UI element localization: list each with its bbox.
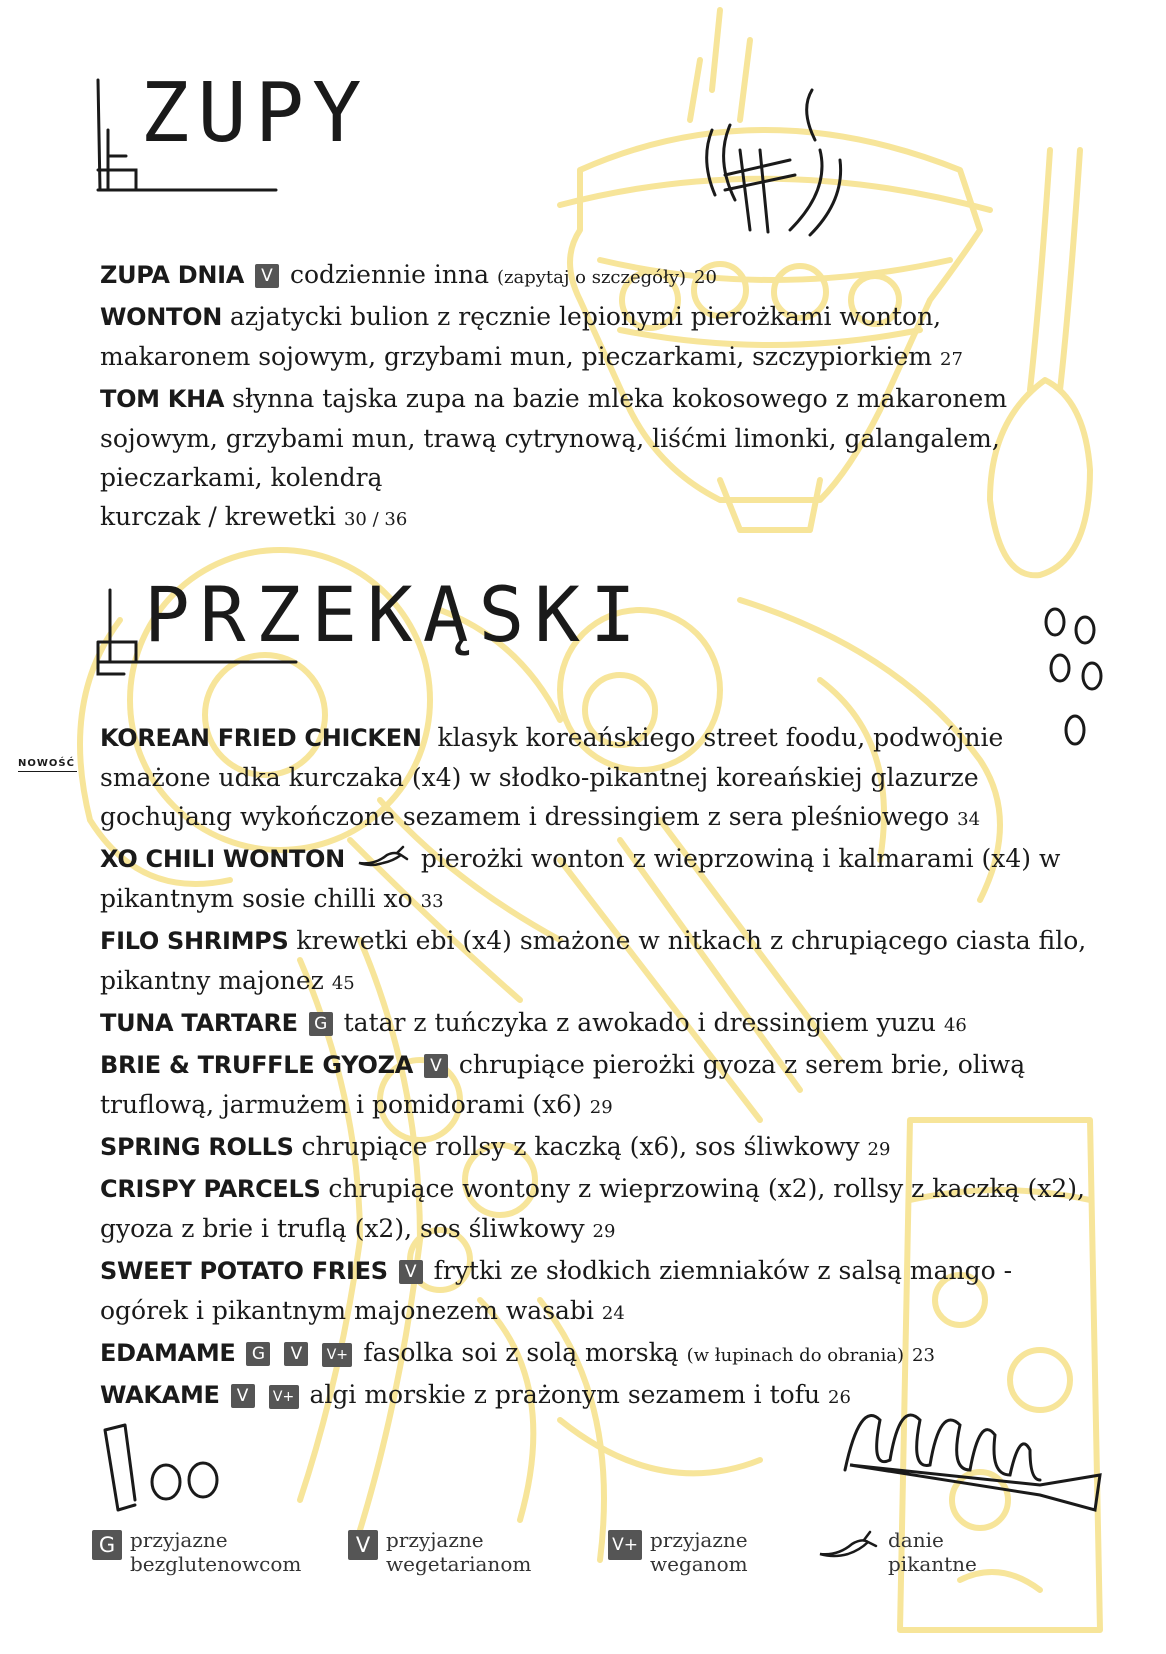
legend-vegan — [608, 1528, 760, 1576]
vegan-icon: V+ — [322, 1343, 352, 1367]
soup-desc: codziennie inna — [289, 260, 489, 289]
vegetarian-icon: V — [348, 1530, 378, 1560]
starter-price: 29 — [589, 1097, 613, 1118]
vegan-icon: V+ — [269, 1385, 299, 1409]
starter-name: SPRING ROLLS — [100, 1133, 294, 1161]
starter-price: 33 — [420, 891, 444, 912]
starter-price: 29 — [867, 1139, 891, 1160]
starter-price: 45 — [331, 973, 355, 994]
vegetarian-icon: V — [231, 1384, 255, 1408]
legend-label: przyjazne wegetarianom — [386, 1528, 532, 1576]
starter-desc: krewetki ebi (x4) smażone w nitkach z chrupiącego ciasta filo, pikantny majonez — [100, 926, 1087, 995]
starter-price: 24 — [601, 1303, 625, 1324]
starter-note: (w łupinach do obrania) — [686, 1345, 905, 1366]
starter-price: 29 — [592, 1221, 616, 1242]
starter-desc: chrupiące rollsy z kaczką (x6), sos śliwkowy — [301, 1132, 860, 1161]
vegan-icon: V+ — [608, 1530, 642, 1560]
legend-gluten-free — [92, 1528, 320, 1576]
starter-name: SWEET POTATO FRIES — [100, 1257, 388, 1285]
vegetarian-icon: V — [255, 264, 279, 288]
starter-name: BRIE & TRUFFLE GYOZA — [100, 1051, 413, 1079]
soup-name: TOM KHA — [100, 385, 225, 413]
legend-spicy — [818, 1528, 978, 1576]
starter-name: KOREAN FRIED CHICKEN — [100, 724, 422, 752]
starter-price: 34 — [957, 809, 981, 830]
soup-price: 20 — [694, 267, 717, 288]
starter-name: XO CHILI WONTON — [100, 845, 345, 873]
legend-label: przyjazne bezglutenowcom — [130, 1528, 302, 1576]
starter-desc: frytki ze słodkich ziemniaków z salsą mango - ogórek i pikantnym majonezem wasabi — [100, 1256, 1013, 1325]
vegetarian-icon: V — [284, 1342, 308, 1366]
vegetarian-icon: V — [399, 1260, 423, 1284]
starter-name: TUNA TARTARE — [100, 1009, 298, 1037]
soup-desc: azjatycki bulion z ręcznie lepionymi pierożkami wonton, makaronem sojowym, grzybami mun, pieczarkami, szczypiorkiem — [100, 302, 942, 371]
soup-price: 27 — [940, 349, 963, 370]
starter-desc: algi morskie z prażonym sezamem i tofu — [309, 1380, 821, 1409]
starter-name: FILO SHRIMPS — [100, 927, 289, 955]
chili-icon — [818, 1528, 880, 1562]
legend-label: przyjazne weganom — [650, 1528, 748, 1576]
starter-desc: fasolka soi z solą morską — [363, 1338, 679, 1367]
vegetarian-icon: V — [424, 1054, 448, 1078]
starter-name: WAKAME — [100, 1381, 220, 1409]
starter-price: 23 — [912, 1345, 935, 1366]
soups-title: ZUPY — [140, 66, 370, 161]
soup-name: WONTON — [100, 303, 223, 331]
starter-price: 26 — [828, 1387, 851, 1408]
starter-desc: tatar z tuńczyka z awokado i dressingiem yuzu — [343, 1008, 937, 1037]
legend-label: danie pikantne — [888, 1528, 977, 1576]
starter-desc: chrupiące pierożki gyoza z serem brie, oliwą truflową, jarmużem i pomidorami (x6) — [100, 1050, 1026, 1119]
starter-desc: klasyk koreańskiego street foodu, podwójnie smażone udka kurczaka (x4) w słodko-pikantnej koreańskiej glazurze gochujang wykończone sezamem i dressingiem z sera pleśniowego — [100, 723, 1004, 831]
soup-name: ZUPA DNIA — [100, 261, 245, 289]
gluten-free-icon: G — [92, 1530, 122, 1560]
starter-name: EDAMAME — [100, 1339, 236, 1367]
soup-desc: słynna tajska zupa na bazie mleka kokosowego z makaronem sojowym, grzybami mun, trawą cytrynową, liśćmi limonki, galangalem, pieczarkami, kolendrą — [100, 384, 1008, 492]
soup-price: 30 / 36 — [343, 509, 408, 530]
soup-note: (zapytaj o szczegóły) — [496, 267, 687, 288]
starter-name: CRISPY PARCELS — [100, 1175, 321, 1203]
starter-price: 46 — [943, 1015, 967, 1036]
gluten-free-icon: G — [246, 1342, 270, 1366]
soup-variants: kurczak / krewetki — [100, 502, 337, 531]
gluten-free-icon: G — [309, 1012, 333, 1036]
starters-title: PRZEKĄSKI — [144, 570, 646, 659]
starter-desc: chrupiące wontony z wieprzowiną (x2), rollsy z kaczką (x2), gyoza z brie i truflą (x2), sos śliwkowy — [100, 1174, 1085, 1243]
starter-desc: pierożki wonton z wieprzowiną i kalmarami (x4) w pikantnym sosie chilli xo — [100, 844, 1061, 913]
legend-vegetarian — [348, 1528, 546, 1576]
new-badge: NOWOŚĆ — [18, 758, 75, 769]
